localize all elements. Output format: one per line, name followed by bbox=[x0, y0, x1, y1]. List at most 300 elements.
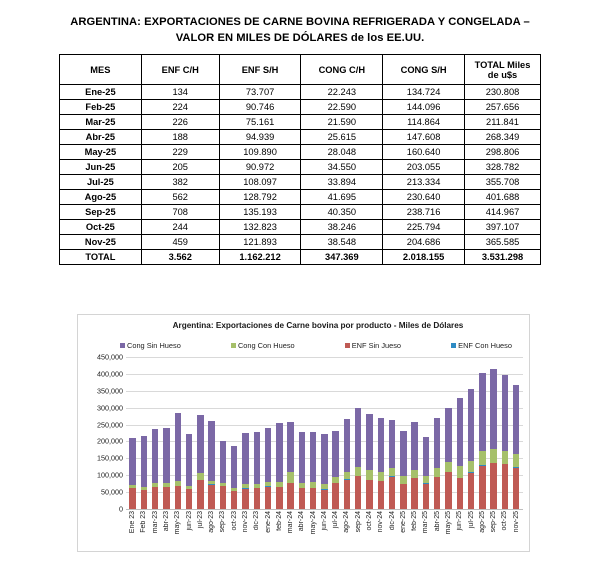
x-axis-tick-label: Ene 23 bbox=[129, 511, 136, 533]
table-cell-cong_sh: 160.640 bbox=[383, 145, 465, 160]
bar-segment bbox=[434, 477, 440, 509]
bar-segment bbox=[411, 422, 417, 471]
x-axis-tick bbox=[409, 511, 420, 551]
table-cell-enf_sh: 128.792 bbox=[219, 190, 301, 205]
table-cell-cong_ch: 33.894 bbox=[301, 175, 383, 190]
table-row bbox=[60, 235, 541, 250]
bar-column[interactable] bbox=[386, 357, 397, 509]
table-cell-mes: Sep-25 bbox=[60, 205, 142, 220]
x-axis-tick-label: jul-25 bbox=[468, 511, 475, 528]
bar-segment bbox=[163, 428, 169, 483]
table-cell-enf_ch: 226 bbox=[141, 115, 219, 130]
bar-stack bbox=[479, 373, 485, 509]
bar-stack bbox=[197, 415, 203, 509]
x-axis-tick bbox=[240, 511, 251, 551]
bar-segment bbox=[141, 490, 147, 509]
x-axis-tick-label: nov-25 bbox=[513, 511, 520, 532]
x-axis-tick-label: ago-24 bbox=[343, 511, 350, 533]
x-axis-tick-label: sep-23 bbox=[219, 511, 226, 532]
table-cell-cong_ch: 38.548 bbox=[301, 235, 383, 250]
table-cell-cong_sh: 2.018.155 bbox=[383, 250, 465, 265]
column-header-mes: MES bbox=[60, 55, 142, 85]
bar-column[interactable] bbox=[262, 357, 273, 509]
bar-column[interactable] bbox=[330, 357, 341, 509]
bar-segment bbox=[141, 436, 147, 487]
bar-column[interactable] bbox=[251, 357, 262, 509]
data-table-container bbox=[59, 54, 541, 265]
table-row bbox=[60, 175, 541, 190]
bar-column[interactable] bbox=[511, 357, 522, 509]
bar-segment bbox=[400, 431, 406, 477]
table-row bbox=[60, 100, 541, 115]
bar-segment bbox=[197, 473, 203, 480]
bar-segment bbox=[265, 428, 271, 482]
x-axis-tick-label: may-25 bbox=[445, 511, 452, 534]
x-axis-tick bbox=[150, 511, 161, 551]
x-axis-tick bbox=[262, 511, 273, 551]
exports-table bbox=[59, 54, 541, 265]
x-axis-tick-label: feb-25 bbox=[411, 511, 418, 531]
bar-segment bbox=[378, 472, 384, 481]
x-axis-tick bbox=[161, 511, 172, 551]
bar-stack bbox=[141, 436, 147, 509]
x-axis-tick-label: abr-23 bbox=[163, 511, 170, 531]
x-axis-tick bbox=[308, 511, 319, 551]
bar-column[interactable] bbox=[161, 357, 172, 509]
table-cell-cong_ch: 21.590 bbox=[301, 115, 383, 130]
table-cell-enf_sh: 90.972 bbox=[219, 160, 301, 175]
table-row bbox=[60, 145, 541, 160]
bar-stack bbox=[411, 422, 417, 509]
x-axis-tick bbox=[477, 511, 488, 551]
bar-segment bbox=[152, 487, 158, 509]
bar-segment bbox=[129, 438, 135, 486]
table-row bbox=[60, 85, 541, 100]
bar-stack bbox=[163, 428, 169, 509]
bar-segment bbox=[344, 480, 350, 509]
table-header-row bbox=[60, 55, 541, 85]
x-axis-tick-label: nov-23 bbox=[242, 511, 249, 532]
bar-column[interactable] bbox=[172, 357, 183, 509]
bar-segment bbox=[366, 414, 372, 470]
x-axis-tick-label: ago-23 bbox=[208, 511, 215, 533]
bar-segment bbox=[479, 451, 485, 465]
table-cell-total: 3.531.298 bbox=[464, 250, 540, 265]
table-cell-cong_sh: 230.640 bbox=[383, 190, 465, 205]
bar-column[interactable] bbox=[477, 357, 488, 509]
table-cell-mes: May-25 bbox=[60, 145, 142, 160]
x-axis-tick-label: ene-24 bbox=[265, 511, 272, 533]
x-axis-tick-label: jun-23 bbox=[186, 511, 193, 530]
bar-column[interactable] bbox=[274, 357, 285, 509]
bar-segment bbox=[208, 485, 214, 509]
bar-segment bbox=[502, 375, 508, 451]
table-cell-cong_sh: 225.794 bbox=[383, 220, 465, 235]
bar-segment bbox=[423, 437, 429, 476]
table-cell-total: 401.688 bbox=[464, 190, 540, 205]
bar-segment bbox=[208, 421, 214, 480]
table-cell-mes: Jul-25 bbox=[60, 175, 142, 190]
bar-segment bbox=[445, 408, 451, 462]
y-axis-tick-label: 100,000 bbox=[97, 471, 123, 480]
bar-column[interactable] bbox=[150, 357, 161, 509]
table-cell-enf_ch: 229 bbox=[141, 145, 219, 160]
x-axis-tick-label: feb-24 bbox=[276, 511, 283, 531]
bar-segment bbox=[175, 413, 181, 481]
table-body bbox=[60, 85, 541, 265]
bar-segment bbox=[129, 488, 135, 509]
page-title bbox=[63, 14, 537, 46]
bar-segment bbox=[490, 449, 496, 463]
x-axis-tick-label: may-24 bbox=[310, 511, 317, 534]
bar-segment bbox=[378, 481, 384, 509]
y-axis-tick-label: 0 bbox=[119, 505, 123, 514]
bar-stack bbox=[299, 432, 305, 509]
bar-segment bbox=[457, 478, 463, 509]
bar-segment bbox=[513, 454, 519, 467]
gridline bbox=[126, 509, 523, 510]
bar-column[interactable] bbox=[409, 357, 420, 509]
x-axis-tick bbox=[465, 511, 476, 551]
table-cell-mes: Jun-25 bbox=[60, 160, 142, 175]
x-axis-tick bbox=[386, 511, 397, 551]
bar-segment bbox=[457, 466, 463, 478]
table-cell-total: 211.841 bbox=[464, 115, 540, 130]
bar-segment bbox=[411, 470, 417, 478]
column-header-cong-ch: CONG C/H bbox=[301, 55, 383, 85]
x-axis-tick-label: ago-25 bbox=[479, 511, 486, 533]
bar-stack bbox=[423, 437, 429, 509]
table-cell-cong_ch: 347.369 bbox=[301, 250, 383, 265]
table-cell-enf_ch: 224 bbox=[141, 100, 219, 115]
bar-segment bbox=[254, 432, 260, 484]
bar-column[interactable] bbox=[240, 357, 251, 509]
bar-column[interactable] bbox=[465, 357, 476, 509]
table-cell-mes: Nov-25 bbox=[60, 235, 142, 250]
bar-segment bbox=[513, 385, 519, 454]
bar-segment bbox=[321, 490, 327, 509]
bar-stack bbox=[175, 413, 181, 509]
y-axis-tick-label: 50,000 bbox=[101, 488, 123, 497]
bar-segment bbox=[287, 472, 293, 482]
bar-segment bbox=[276, 423, 282, 482]
bar-segment bbox=[400, 484, 406, 509]
bar-column[interactable] bbox=[341, 357, 352, 509]
table-cell-total: 268.349 bbox=[464, 130, 540, 145]
table-cell-enf_sh: 73.707 bbox=[219, 85, 301, 100]
column-header-total: TOTAL Miles de u$s bbox=[464, 55, 540, 85]
table-cell-cong_sh: 147.608 bbox=[383, 130, 465, 145]
table-cell-cong_sh: 144.096 bbox=[383, 100, 465, 115]
x-axis-tick bbox=[183, 511, 194, 551]
y-axis-tick-label: 200,000 bbox=[97, 437, 123, 446]
bar-stack bbox=[310, 432, 316, 509]
x-axis-tick bbox=[274, 511, 285, 551]
bar-segment bbox=[490, 463, 496, 509]
bar-segment bbox=[175, 486, 181, 509]
x-axis-tick bbox=[127, 511, 138, 551]
table-cell-total: 414.967 bbox=[464, 205, 540, 220]
x-axis-tick bbox=[195, 511, 206, 551]
table-cell-enf_sh: 121.893 bbox=[219, 235, 301, 250]
bar-column[interactable] bbox=[308, 357, 319, 509]
table-cell-cong_ch: 22.243 bbox=[301, 85, 383, 100]
bar-segment bbox=[231, 491, 237, 509]
bar-stack bbox=[254, 432, 260, 509]
bar-segment bbox=[513, 468, 519, 509]
bar-segment bbox=[310, 488, 316, 509]
x-axis-tick-label: jun-25 bbox=[456, 511, 463, 530]
chart-title: Argentina: Exportaciones de Carne bovina por producto - Miles de Dólares bbox=[118, 321, 518, 331]
chart-container bbox=[77, 314, 530, 552]
bar-stack bbox=[332, 431, 338, 509]
bar-segment bbox=[411, 478, 417, 509]
x-axis-tick bbox=[217, 511, 228, 551]
bar-segment bbox=[445, 462, 451, 471]
bar-segment bbox=[389, 477, 395, 509]
bar-segment bbox=[242, 433, 248, 484]
bar-column[interactable] bbox=[229, 357, 240, 509]
table-cell-cong_sh: 213.334 bbox=[383, 175, 465, 190]
bar-stack bbox=[502, 375, 508, 509]
legend-swatch-icon bbox=[231, 343, 236, 348]
table-cell-enf_sh: 109.890 bbox=[219, 145, 301, 160]
bar-column[interactable] bbox=[195, 357, 206, 509]
x-axis-tick bbox=[138, 511, 149, 551]
x-axis-tick bbox=[172, 511, 183, 551]
table-cell-enf_sh: 94.939 bbox=[219, 130, 301, 145]
bar-segment bbox=[287, 483, 293, 509]
y-axis-tick-label: 400,000 bbox=[97, 369, 123, 378]
column-header-enf-sh: ENF S/H bbox=[219, 55, 301, 85]
bar-segment bbox=[197, 415, 203, 473]
bar-column[interactable] bbox=[432, 357, 443, 509]
bar-stack bbox=[208, 421, 214, 509]
bar-column[interactable] bbox=[488, 357, 499, 509]
table-cell-enf_ch: 134 bbox=[141, 85, 219, 100]
bar-segment bbox=[355, 476, 361, 509]
table-cell-mes: Ene-25 bbox=[60, 85, 142, 100]
x-axis-tick-label: oct-25 bbox=[501, 511, 508, 530]
bar-column[interactable] bbox=[217, 357, 228, 509]
bar-segment bbox=[366, 470, 372, 479]
bar-segment bbox=[299, 432, 305, 483]
x-axis-tick bbox=[488, 511, 499, 551]
bar-stack bbox=[152, 429, 158, 509]
table-cell-enf_sh: 90.746 bbox=[219, 100, 301, 115]
bar-segment bbox=[389, 420, 395, 468]
table-cell-cong_ch: 34.550 bbox=[301, 160, 383, 175]
bar-column[interactable] bbox=[364, 357, 375, 509]
table-cell-mes: Ago-25 bbox=[60, 190, 142, 205]
bar-stack bbox=[321, 434, 327, 509]
x-axis-tick-label: jul-24 bbox=[332, 511, 339, 528]
bar-stack bbox=[287, 422, 293, 509]
x-axis-tick-label: may-23 bbox=[174, 511, 181, 534]
legend-item[interactable] bbox=[451, 341, 512, 350]
x-axis-tick bbox=[420, 511, 431, 551]
table-row bbox=[60, 130, 541, 145]
bar-segment bbox=[468, 461, 474, 472]
x-axis-tick-label: mar-23 bbox=[152, 511, 159, 533]
bar-segment bbox=[468, 389, 474, 461]
table-cell-enf_ch: 188 bbox=[141, 130, 219, 145]
bar-stack bbox=[186, 434, 192, 509]
table-cell-enf_ch: 3.562 bbox=[141, 250, 219, 265]
table-cell-cong_sh: 134.724 bbox=[383, 85, 465, 100]
bar-segment bbox=[490, 369, 496, 450]
bar-stack bbox=[276, 423, 282, 510]
bar-segment bbox=[445, 472, 451, 509]
table-row bbox=[60, 160, 541, 175]
bar-stack bbox=[231, 446, 237, 509]
bar-column[interactable] bbox=[138, 357, 149, 509]
x-axis-tick bbox=[251, 511, 262, 551]
bar-segment bbox=[265, 487, 271, 509]
bar-column[interactable] bbox=[296, 357, 307, 509]
bar-segment bbox=[389, 468, 395, 476]
bar-segment bbox=[186, 489, 192, 509]
table-cell-total: 257.656 bbox=[464, 100, 540, 115]
bar-segment bbox=[299, 488, 305, 509]
bar-segment bbox=[220, 441, 226, 483]
table-cell-cong_sh: 203.055 bbox=[383, 160, 465, 175]
table-cell-cong_ch: 28.048 bbox=[301, 145, 383, 160]
x-axis-tick bbox=[353, 511, 364, 551]
bar-segment bbox=[231, 446, 237, 488]
page-title-line-2: VALOR EN MILES DE DÓLARES de los EE.UU. bbox=[63, 30, 537, 46]
bar-stack bbox=[378, 418, 384, 509]
x-axis-tick bbox=[499, 511, 510, 551]
legend-item[interactable] bbox=[120, 341, 181, 350]
chart-plot-area bbox=[126, 357, 523, 509]
bar-stack bbox=[220, 441, 226, 509]
x-axis-tick-label: jul-23 bbox=[197, 511, 204, 528]
bar-column[interactable] bbox=[285, 357, 296, 509]
bar-segment bbox=[242, 489, 248, 509]
legend-label: ENF Con Hueso bbox=[458, 341, 512, 350]
bar-segment bbox=[400, 476, 406, 484]
table-cell-cong_ch: 22.590 bbox=[301, 100, 383, 115]
bar-segment bbox=[344, 472, 350, 479]
bar-column[interactable] bbox=[127, 357, 138, 509]
bar-stack bbox=[242, 433, 248, 509]
table-cell-total: 328.782 bbox=[464, 160, 540, 175]
bar-stack bbox=[445, 408, 451, 509]
bar-segment bbox=[434, 418, 440, 468]
x-axis-tick-label: sep-25 bbox=[490, 511, 497, 532]
x-axis-tick-label: nov-24 bbox=[377, 511, 384, 532]
x-axis-tick bbox=[443, 511, 454, 551]
legend-label: Cong Con Hueso bbox=[238, 341, 295, 350]
table-row bbox=[60, 190, 541, 205]
table-cell-enf_ch: 708 bbox=[141, 205, 219, 220]
x-axis-tick-label: dic-23 bbox=[253, 511, 260, 530]
table-cell-enf_sh: 108.097 bbox=[219, 175, 301, 190]
table-cell-total: 298.806 bbox=[464, 145, 540, 160]
table-cell-cong_ch: 41.695 bbox=[301, 190, 383, 205]
table-row bbox=[60, 250, 541, 265]
column-header-cong-sh: CONG S/H bbox=[383, 55, 465, 85]
bar-column[interactable] bbox=[443, 357, 454, 509]
bar-stack bbox=[344, 419, 350, 509]
x-axis-tick bbox=[511, 511, 522, 551]
bar-column[interactable] bbox=[206, 357, 217, 509]
table-cell-total: 397.107 bbox=[464, 220, 540, 235]
x-axis-tick bbox=[341, 511, 352, 551]
bar-segment bbox=[468, 473, 474, 510]
x-axis-tick-label: sep-24 bbox=[355, 511, 362, 532]
bar-stack bbox=[355, 408, 361, 509]
bar-segment bbox=[197, 480, 203, 509]
bar-segment bbox=[344, 419, 350, 472]
table-row bbox=[60, 115, 541, 130]
y-axis-tick-label: 450,000 bbox=[97, 353, 123, 362]
bar-segment bbox=[332, 431, 338, 477]
bar-segment bbox=[502, 464, 508, 509]
table-cell-cong_sh: 204.686 bbox=[383, 235, 465, 250]
chart-x-axis-labels bbox=[126, 511, 523, 551]
chart-bars bbox=[126, 357, 523, 509]
bar-stack bbox=[400, 431, 406, 509]
bar-column[interactable] bbox=[454, 357, 465, 509]
bar-segment bbox=[321, 434, 327, 484]
table-cell-cong_ch: 38.246 bbox=[301, 220, 383, 235]
table-row bbox=[60, 205, 541, 220]
bar-column[interactable] bbox=[499, 357, 510, 509]
legend-swatch-icon bbox=[451, 343, 456, 348]
table-row bbox=[60, 220, 541, 235]
bar-segment bbox=[355, 408, 361, 468]
x-axis-tick-label: Feb 23 bbox=[140, 511, 147, 533]
table-cell-total: 365.585 bbox=[464, 235, 540, 250]
x-axis-tick-label: abr-24 bbox=[298, 511, 305, 531]
legend-label: Cong Sin Hueso bbox=[127, 341, 181, 350]
bar-segment bbox=[502, 451, 508, 464]
bar-column[interactable] bbox=[375, 357, 386, 509]
legend-item[interactable] bbox=[231, 341, 295, 350]
table-cell-enf_ch: 244 bbox=[141, 220, 219, 235]
bar-segment bbox=[366, 480, 372, 509]
table-cell-mes: Abr-25 bbox=[60, 130, 142, 145]
bar-column[interactable] bbox=[353, 357, 364, 509]
table-cell-enf_sh: 132.823 bbox=[219, 220, 301, 235]
bar-stack bbox=[490, 369, 496, 509]
x-axis-tick-label: oct-24 bbox=[366, 511, 373, 530]
bar-segment bbox=[220, 486, 226, 509]
bar-stack bbox=[389, 420, 395, 509]
bar-column[interactable] bbox=[319, 357, 330, 509]
x-axis-tick-label: dic-24 bbox=[389, 511, 396, 530]
bar-stack bbox=[265, 428, 271, 509]
bar-stack bbox=[457, 398, 463, 509]
bar-segment bbox=[287, 422, 293, 473]
bar-column[interactable] bbox=[420, 357, 431, 509]
bar-column[interactable] bbox=[183, 357, 194, 509]
bar-stack bbox=[434, 418, 440, 509]
bar-column[interactable] bbox=[398, 357, 409, 509]
x-axis-tick bbox=[330, 511, 341, 551]
page-title-line-1: ARGENTINA: EXPORTACIONES DE CARNE BOVINA REFRIGERADA Y CONGELADA – bbox=[63, 14, 537, 30]
bar-segment bbox=[276, 487, 282, 509]
chart-legend bbox=[120, 341, 512, 350]
table-cell-enf_sh: 1.162.212 bbox=[219, 250, 301, 265]
bar-stack bbox=[129, 438, 135, 509]
bar-segment bbox=[434, 468, 440, 477]
bar-segment bbox=[479, 373, 485, 451]
legend-item[interactable] bbox=[345, 341, 401, 350]
bar-stack bbox=[513, 385, 519, 509]
